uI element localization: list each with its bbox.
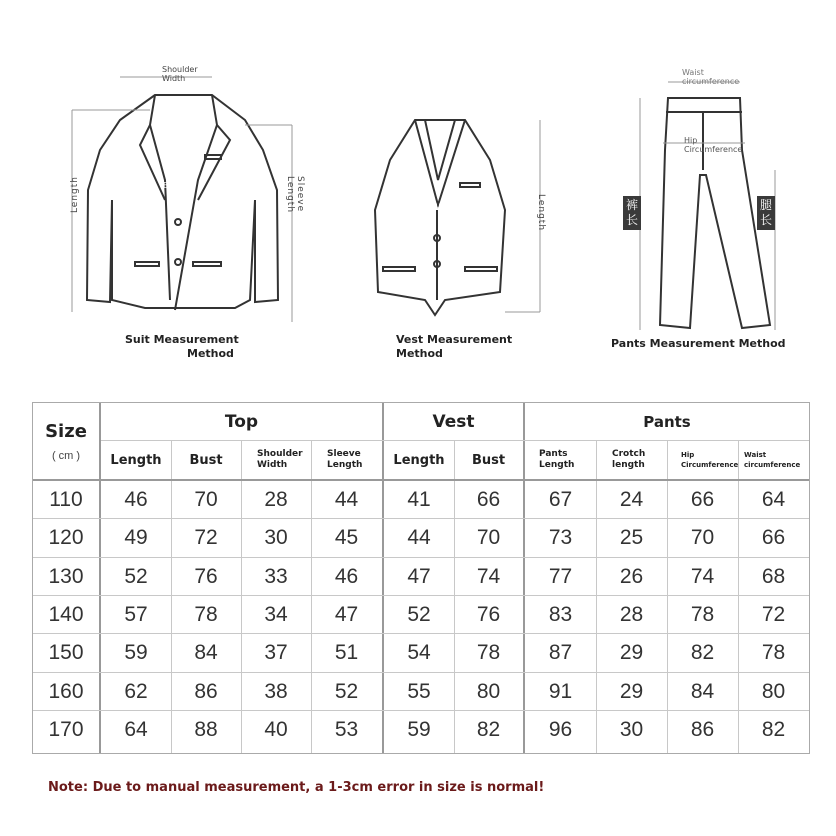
col-shoulder-width: Shoulder Width [257, 449, 303, 470]
col-vest-bust: Bust [471, 452, 506, 468]
table-cell: 55 [407, 679, 431, 703]
table-cell: 88 [194, 717, 218, 741]
table-cell: 77 [548, 564, 573, 588]
table-cell: 25 [619, 526, 644, 550]
table-cell: 82 [761, 717, 786, 741]
col-hip-circumference: Hip Circumference [681, 451, 739, 469]
table-cell: 28 [619, 603, 644, 627]
table-cell: 84 [194, 641, 218, 665]
table-cell: 44 [334, 488, 359, 512]
table-cell: 74 [690, 564, 715, 588]
table-cell: 78 [194, 603, 218, 627]
table-cell: 52 [124, 564, 148, 588]
table-cell: 46 [334, 564, 359, 588]
table-cell: 49 [124, 526, 148, 550]
table-cell: 70 [194, 488, 218, 512]
suit-illustration [87, 95, 278, 310]
table-cell: 96 [548, 717, 573, 741]
vest-measure-lines [505, 120, 540, 312]
table-cell: 57 [124, 603, 148, 627]
suit-bust-label: Bust [163, 181, 181, 190]
table-cell: 59 [407, 717, 431, 741]
table-cell: 86 [194, 679, 218, 703]
table-cell: 41 [407, 488, 431, 512]
table-cell: 52 [407, 603, 431, 627]
group-vest-header: Vest [432, 411, 475, 432]
table-cell: 64 [761, 488, 786, 512]
measurement-note: Note: Due to manual measurement, a 1-3cm error in size is normal! [48, 780, 545, 795]
suit-sleeve-label: Sleeve Length [285, 176, 305, 214]
table-cell: 51 [334, 641, 359, 665]
table-cell: 70 [690, 526, 715, 550]
measurement-illustrations [0, 0, 836, 380]
table-cell: 47 [407, 564, 431, 588]
table-cell: 66 [761, 526, 786, 550]
table-cell: 80 [761, 679, 786, 703]
size-cell: 170 [48, 717, 84, 741]
table-cell: 72 [761, 603, 786, 627]
pants-length-cn-label: 裤长 [623, 196, 641, 230]
suit-length-label: Length [70, 176, 80, 214]
col-pants-length: Pants Length [539, 449, 575, 470]
size-cell: 140 [48, 603, 84, 627]
vest-illustration [375, 120, 505, 315]
size-cell: 130 [48, 564, 84, 588]
table-cell: 86 [690, 717, 715, 741]
table-cell: 64 [124, 717, 148, 741]
table-cell: 84 [690, 679, 715, 703]
pants-hip-label: Hip Circumference [684, 136, 743, 154]
table-cell: 91 [548, 679, 573, 703]
table-cell: 38 [264, 679, 288, 703]
suit-shoulder-label: Shoulder Width [162, 65, 198, 83]
table-cell: 26 [619, 564, 644, 588]
col-top-length: Length [110, 452, 162, 468]
size-header: Size ( cm ) [45, 420, 87, 462]
table-cell: 40 [264, 717, 288, 741]
table-cell: 44 [407, 526, 431, 550]
table-cell: 52 [334, 679, 359, 703]
table-cell: 78 [690, 603, 715, 627]
table-cell: 76 [194, 564, 218, 588]
table-cell: 45 [334, 526, 359, 550]
table-cell: 80 [476, 679, 501, 703]
table-cell: 78 [476, 641, 501, 665]
table-cell: 78 [761, 641, 786, 665]
table-cell: 28 [264, 488, 288, 512]
table-cell: 66 [690, 488, 715, 512]
table-cell: 34 [264, 603, 288, 627]
table-cell: 83 [548, 603, 573, 627]
table-cell: 62 [124, 679, 148, 703]
size-table [32, 402, 810, 754]
pants-caption: Pants Measurement Method [611, 337, 786, 350]
group-pants-header: Pants [643, 412, 691, 431]
suit-caption: Suit Measurement Method [125, 333, 239, 360]
vest-length-label: Length [536, 194, 546, 232]
table-cell: 82 [690, 641, 715, 665]
table-cell: 67 [548, 488, 573, 512]
table-cell: 33 [264, 564, 288, 588]
size-cell: 150 [48, 641, 84, 665]
size-cell: 120 [48, 526, 84, 550]
group-top-header: Top [224, 411, 259, 432]
table-cell: 59 [124, 641, 148, 665]
pants-illustration [660, 98, 770, 328]
col-waist-circumference: Waist circumference [744, 451, 801, 469]
pants-waist-label: Waist circumference [682, 68, 740, 86]
table-cell: 47 [334, 603, 359, 627]
table-cell: 46 [124, 488, 148, 512]
table-cell: 24 [619, 488, 644, 512]
table-cell: 54 [407, 641, 431, 665]
table-cell: 37 [264, 641, 288, 665]
table-cell: 29 [619, 641, 644, 665]
table-cell: 73 [548, 526, 573, 550]
col-crotch-length: Crotch length [612, 449, 646, 470]
size-cell: 160 [48, 679, 84, 703]
table-cell: 87 [548, 641, 573, 665]
table-cell: 29 [619, 679, 644, 703]
vest-bust-label: Bust [430, 201, 448, 210]
col-sleeve-length: Sleeve Length [327, 449, 363, 470]
table-cell: 30 [619, 717, 644, 741]
table-cell: 66 [476, 488, 501, 512]
suit-measure-lines [72, 77, 292, 322]
table-cell: 53 [334, 717, 359, 741]
col-vest-length: Length [393, 452, 445, 468]
leg-length-cn-label: 腿长 [757, 196, 775, 230]
table-cell: 68 [761, 564, 786, 588]
table-cell: 30 [264, 526, 288, 550]
table-cell: 72 [194, 526, 218, 550]
table-cell: 70 [476, 526, 501, 550]
table-cell: 82 [476, 717, 501, 741]
size-cell: 110 [49, 488, 83, 512]
table-cell: 76 [476, 603, 501, 627]
table-cell: 74 [476, 564, 501, 588]
vest-caption: Vest Measurement Method [396, 333, 513, 360]
col-top-bust: Bust [189, 452, 223, 468]
